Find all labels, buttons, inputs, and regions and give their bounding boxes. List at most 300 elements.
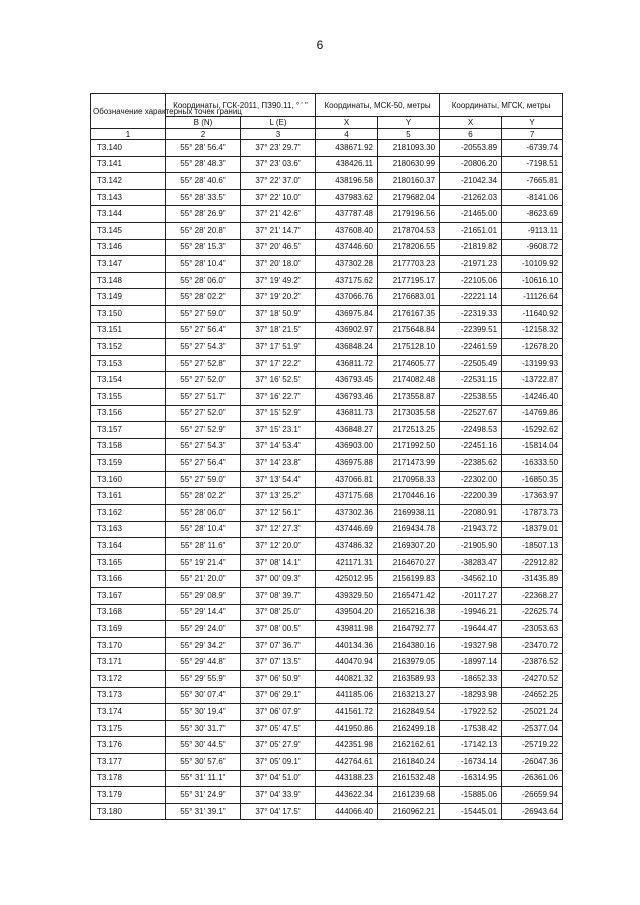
longitude-cell: 37° 15' 23.1" xyxy=(241,422,316,439)
mgsk-x-cell: -18652.33 xyxy=(440,671,502,688)
longitude-cell: 37° 00' 09.3" xyxy=(241,571,316,588)
longitude-cell: 37° 04' 51.0" xyxy=(241,770,316,787)
msk-y-cell: 2164670.27 xyxy=(378,554,440,571)
longitude-cell: 37° 20' 46.5" xyxy=(241,239,316,256)
mgsk-y-cell: -22368.27 xyxy=(502,588,563,605)
msk-y-cell: 2169307.20 xyxy=(378,538,440,555)
longitude-cell: 37° 06' 50.9" xyxy=(241,671,316,688)
longitude-cell: 37° 23' 03.6" xyxy=(241,156,316,173)
column-number: 2 xyxy=(166,129,241,140)
table-row xyxy=(91,438,563,455)
mgsk-x-cell: -38283.47 xyxy=(440,554,502,571)
table-row xyxy=(91,206,563,223)
msk-y-cell: 2175128.10 xyxy=(378,339,440,356)
table-row xyxy=(91,339,563,356)
mgsk-y-cell: -26047.36 xyxy=(502,753,563,770)
latitude-cell: 55° 30' 19.4" xyxy=(166,704,241,721)
mgsk-y-cell: -10616.10 xyxy=(502,272,563,289)
msk-x-cell: 436902.97 xyxy=(316,322,378,339)
column-number: 4 xyxy=(316,129,378,140)
mgsk-y-cell: -13199.93 xyxy=(502,355,563,372)
column-number: 7 xyxy=(502,129,563,140)
msk-y-cell: 2178704.53 xyxy=(378,222,440,239)
mgsk-x-cell: -22538.55 xyxy=(440,388,502,405)
mgsk-x-cell: -19946.21 xyxy=(440,604,502,621)
latitude-cell: 55° 27' 52.0" xyxy=(166,372,241,389)
point-name: Т3.179 xyxy=(91,787,166,804)
point-name: Т3.168 xyxy=(91,604,166,621)
column-number: 3 xyxy=(241,129,316,140)
mgsk-x-cell: -22505.49 xyxy=(440,355,502,372)
mgsk-y-cell: -11640.92 xyxy=(502,305,563,322)
msk-y-cell: 2172513.25 xyxy=(378,422,440,439)
mgsk-y-cell: -7198.51 xyxy=(502,156,563,173)
point-name: Т3.140 xyxy=(91,140,166,157)
msk-x-cell: 439811.98 xyxy=(316,621,378,638)
msk-y-cell: 2164380.16 xyxy=(378,637,440,654)
mgsk-x-cell: -21651.01 xyxy=(440,222,502,239)
table-row xyxy=(91,140,563,157)
column-number: 6 xyxy=(440,129,502,140)
msk-y-cell: 2169938.11 xyxy=(378,505,440,522)
table-row xyxy=(91,222,563,239)
latitude-cell: 55° 29' 08.9" xyxy=(166,588,241,605)
mgsk-x-cell: -22531.15 xyxy=(440,372,502,389)
msk-x-cell: 437175.68 xyxy=(316,488,378,505)
point-name: Т3.148 xyxy=(91,272,166,289)
msk-x-cell: 437446.69 xyxy=(316,521,378,538)
longitude-cell: 37° 22' 37.0" xyxy=(241,173,316,190)
point-name: Т3.162 xyxy=(91,505,166,522)
latitude-cell: 55° 19' 21.4" xyxy=(166,554,241,571)
mgsk-y-cell: -23053.63 xyxy=(502,621,563,638)
point-name: Т3.166 xyxy=(91,571,166,588)
longitude-cell: 37° 05' 09.1" xyxy=(241,753,316,770)
longitude-cell: 37° 08' 00.5" xyxy=(241,621,316,638)
mgsk-y-cell: -22912.82 xyxy=(502,554,563,571)
longitude-cell: 37° 05' 27.9" xyxy=(241,737,316,754)
longitude-cell: 37° 14' 23.8" xyxy=(241,455,316,472)
longitude-cell: 37° 12' 27.3" xyxy=(241,521,316,538)
latitude-cell: 55° 28' 56.4" xyxy=(166,140,241,157)
longitude-cell: 37° 04' 17.5" xyxy=(241,803,316,820)
latitude-cell: 55° 31' 39.1" xyxy=(166,803,241,820)
table-row xyxy=(91,455,563,472)
msk-x-cell: 436975.88 xyxy=(316,455,378,472)
table-row xyxy=(91,671,563,688)
page-number: 6 xyxy=(316,38,324,52)
point-name: Т3.180 xyxy=(91,803,166,820)
table-row xyxy=(91,322,563,339)
latitude-cell: 55° 27' 54.3" xyxy=(166,438,241,455)
point-name: Т3.157 xyxy=(91,422,166,439)
longitude-cell: 37° 14' 53.4" xyxy=(241,438,316,455)
longitude-cell: 37° 08' 39.7" xyxy=(241,588,316,605)
mgsk-x-cell: -18997.14 xyxy=(440,654,502,671)
mgsk-y-cell: -14769.86 xyxy=(502,405,563,422)
mgsk-y-cell: -6739.74 xyxy=(502,140,563,157)
table-row xyxy=(91,405,563,422)
longitude-cell: 37° 22' 10.0" xyxy=(241,189,316,206)
point-name: Т3.141 xyxy=(91,156,166,173)
latitude-cell: 55° 30' 31.7" xyxy=(166,720,241,737)
msk-y-cell: 2163213.27 xyxy=(378,687,440,704)
msk-y-cell: 2171992.50 xyxy=(378,438,440,455)
msk-y-cell: 2156199.83 xyxy=(378,571,440,588)
longitude-cell: 37° 07' 36.7" xyxy=(241,637,316,654)
table-row xyxy=(91,521,563,538)
table-row xyxy=(91,737,563,754)
mgsk-y-cell: -17363.97 xyxy=(502,488,563,505)
msk-x-cell: 443188.23 xyxy=(316,770,378,787)
mgsk-y-cell: -9113.11 xyxy=(502,222,563,239)
table-row xyxy=(91,687,563,704)
mgsk-y-cell: -24270.52 xyxy=(502,671,563,688)
latitude-cell: 55° 27' 56.4" xyxy=(166,322,241,339)
mgsk-y-cell: -11126.64 xyxy=(502,289,563,306)
msk-x-cell: 437787.48 xyxy=(316,206,378,223)
mgsk-x-cell: -20117.27 xyxy=(440,588,502,605)
mgsk-x-cell: -21262.03 xyxy=(440,189,502,206)
mgsk-x-cell: -34562.10 xyxy=(440,571,502,588)
table-row xyxy=(91,621,563,638)
msk-y-cell: 2162849.54 xyxy=(378,704,440,721)
mgsk-x-cell: -18293.98 xyxy=(440,687,502,704)
longitude-cell: 37° 05' 47.5" xyxy=(241,720,316,737)
mgsk-x-cell: -22105.06 xyxy=(440,272,502,289)
point-name: Т3.170 xyxy=(91,637,166,654)
point-name: Т3.160 xyxy=(91,471,166,488)
msk-x-cell: 440134.36 xyxy=(316,637,378,654)
mgsk-y-cell: -24652.25 xyxy=(502,687,563,704)
point-name: Т3.152 xyxy=(91,339,166,356)
msk-x-cell: 438196.58 xyxy=(316,173,378,190)
mgsk-x-cell: -21819.82 xyxy=(440,239,502,256)
latitude-cell: 55° 29' 34.2" xyxy=(166,637,241,654)
table-row xyxy=(91,604,563,621)
longitude-cell: 37° 13' 25.2" xyxy=(241,488,316,505)
latitude-cell: 55° 29' 14.4" xyxy=(166,604,241,621)
table-row xyxy=(91,156,563,173)
table-header xyxy=(91,94,563,140)
table-row xyxy=(91,173,563,190)
mgsk-x-cell: -22385.62 xyxy=(440,455,502,472)
table-row xyxy=(91,654,563,671)
mgsk-x-cell: -21971.23 xyxy=(440,256,502,273)
longitude-cell: 37° 18' 50.9" xyxy=(241,305,316,322)
latitude-cell: 55° 29' 24.0" xyxy=(166,621,241,638)
msk-y-cell: 2176167.35 xyxy=(378,305,440,322)
msk-x-cell: 437302.36 xyxy=(316,505,378,522)
latitude-cell: 55° 28' 02.2" xyxy=(166,488,241,505)
mgsk-y-cell: -13722.87 xyxy=(502,372,563,389)
point-name: Т3.163 xyxy=(91,521,166,538)
msk-y-cell: 2180630.99 xyxy=(378,156,440,173)
table-row xyxy=(91,372,563,389)
table-row xyxy=(91,720,563,737)
mgsk-x-cell: -21465.00 xyxy=(440,206,502,223)
header-msk: Координаты, МСК-50, метры xyxy=(316,94,440,117)
table-row xyxy=(91,305,563,322)
latitude-cell: 55° 28' 06.0" xyxy=(166,505,241,522)
mgsk-x-cell: -16314.95 xyxy=(440,770,502,787)
msk-y-cell: 2178206.55 xyxy=(378,239,440,256)
point-name: Т3.171 xyxy=(91,654,166,671)
msk-y-cell: 2170958.33 xyxy=(378,471,440,488)
column-number: 5 xyxy=(378,129,440,140)
table-row xyxy=(91,488,563,505)
mgsk-x-cell: -20553.89 xyxy=(440,140,502,157)
longitude-cell: 37° 16' 22.7" xyxy=(241,388,316,405)
point-name: Т3.153 xyxy=(91,355,166,372)
header-sub: B (N) xyxy=(166,117,241,129)
table-row xyxy=(91,770,563,787)
msk-x-cell: 441185.06 xyxy=(316,687,378,704)
mgsk-y-cell: -25377.04 xyxy=(502,720,563,737)
point-name: Т3.147 xyxy=(91,256,166,273)
latitude-cell: 55° 27' 54.3" xyxy=(166,339,241,356)
mgsk-x-cell: -15445.01 xyxy=(440,803,502,820)
table-row xyxy=(91,239,563,256)
latitude-cell: 55° 29' 44.8" xyxy=(166,654,241,671)
msk-y-cell: 2177195.17 xyxy=(378,272,440,289)
mgsk-x-cell: -17538.42 xyxy=(440,720,502,737)
msk-x-cell: 439504.20 xyxy=(316,604,378,621)
longitude-cell: 37° 06' 07.9" xyxy=(241,704,316,721)
msk-x-cell: 421171.31 xyxy=(316,554,378,571)
mgsk-y-cell: -16333.50 xyxy=(502,455,563,472)
table-row xyxy=(91,787,563,804)
mgsk-x-cell: -21905.90 xyxy=(440,538,502,555)
mgsk-y-cell: -31435.89 xyxy=(502,571,563,588)
latitude-cell: 55° 27' 52.9" xyxy=(166,422,241,439)
mgsk-x-cell: -22200.39 xyxy=(440,488,502,505)
point-name: Т3.154 xyxy=(91,372,166,389)
msk-x-cell: 436848.24 xyxy=(316,339,378,356)
msk-y-cell: 2181093.30 xyxy=(378,140,440,157)
header-sub: Y xyxy=(502,117,563,129)
latitude-cell: 55° 27' 51.7" xyxy=(166,388,241,405)
latitude-cell: 55° 27' 59.0" xyxy=(166,471,241,488)
msk-x-cell: 440470.94 xyxy=(316,654,378,671)
mgsk-y-cell: -17873.73 xyxy=(502,505,563,522)
msk-x-cell: 436848.27 xyxy=(316,422,378,439)
longitude-cell: 37° 17' 22.2" xyxy=(241,355,316,372)
msk-y-cell: 2179196.56 xyxy=(378,206,440,223)
table-row xyxy=(91,753,563,770)
table-row xyxy=(91,505,563,522)
msk-y-cell: 2176683.01 xyxy=(378,289,440,306)
msk-x-cell: 437175.62 xyxy=(316,272,378,289)
point-name: Т3.159 xyxy=(91,455,166,472)
table-row xyxy=(91,588,563,605)
msk-y-cell: 2165471.42 xyxy=(378,588,440,605)
point-name: Т3.161 xyxy=(91,488,166,505)
mgsk-y-cell: -9608.72 xyxy=(502,239,563,256)
latitude-cell: 55° 28' 10.4" xyxy=(166,521,241,538)
point-name: Т3.177 xyxy=(91,753,166,770)
mgsk-x-cell: -21943.72 xyxy=(440,521,502,538)
mgsk-y-cell: -23876.52 xyxy=(502,654,563,671)
msk-x-cell: 436793.46 xyxy=(316,388,378,405)
latitude-cell: 55° 28' 33.5" xyxy=(166,189,241,206)
table-row xyxy=(91,471,563,488)
mgsk-x-cell: -19644.47 xyxy=(440,621,502,638)
table-row xyxy=(91,272,563,289)
mgsk-x-cell: -17922.52 xyxy=(440,704,502,721)
point-name: Т3.176 xyxy=(91,737,166,754)
msk-y-cell: 2162162.61 xyxy=(378,737,440,754)
point-name: Т3.167 xyxy=(91,588,166,605)
msk-x-cell: 425012.95 xyxy=(316,571,378,588)
header-sub: X xyxy=(440,117,502,129)
msk-x-cell: 443622.34 xyxy=(316,787,378,804)
header-sub: Y xyxy=(378,117,440,129)
mgsk-y-cell: -15814.04 xyxy=(502,438,563,455)
mgsk-x-cell: -20806.20 xyxy=(440,156,502,173)
point-name: Т3.156 xyxy=(91,405,166,422)
mgsk-y-cell: -7665.81 xyxy=(502,173,563,190)
msk-x-cell: 437486.32 xyxy=(316,538,378,555)
latitude-cell: 55° 27' 59.0" xyxy=(166,305,241,322)
mgsk-y-cell: -26659.94 xyxy=(502,787,563,804)
mgsk-x-cell: -22319.33 xyxy=(440,305,502,322)
mgsk-y-cell: -25719.22 xyxy=(502,737,563,754)
table-row xyxy=(91,571,563,588)
mgsk-y-cell: -12678.20 xyxy=(502,339,563,356)
longitude-cell: 37° 08' 14.1" xyxy=(241,554,316,571)
msk-x-cell: 437302.28 xyxy=(316,256,378,273)
longitude-cell: 37° 21' 14.7" xyxy=(241,222,316,239)
latitude-cell: 55° 31' 24.9" xyxy=(166,787,241,804)
latitude-cell: 55° 27' 52.8" xyxy=(166,355,241,372)
msk-x-cell: 437066.76 xyxy=(316,289,378,306)
latitude-cell: 55° 30' 44.5" xyxy=(166,737,241,754)
msk-y-cell: 2160962.21 xyxy=(378,803,440,820)
msk-x-cell: 438671.92 xyxy=(316,140,378,157)
point-name: Т3.142 xyxy=(91,173,166,190)
msk-y-cell: 2161239.68 xyxy=(378,787,440,804)
msk-y-cell: 2180160.37 xyxy=(378,173,440,190)
mgsk-y-cell: -12158.32 xyxy=(502,322,563,339)
point-name: Т3.165 xyxy=(91,554,166,571)
mgsk-x-cell: -22527.67 xyxy=(440,405,502,422)
point-name: Т3.175 xyxy=(91,720,166,737)
msk-x-cell: 440821.32 xyxy=(316,671,378,688)
mgsk-y-cell: -8623.69 xyxy=(502,206,563,223)
latitude-cell: 55° 21' 20.0" xyxy=(166,571,241,588)
longitude-cell: 37° 04' 33.9" xyxy=(241,787,316,804)
latitude-cell: 55° 30' 57.6" xyxy=(166,753,241,770)
mgsk-y-cell: -8141.06 xyxy=(502,189,563,206)
mgsk-x-cell: -22221.14 xyxy=(440,289,502,306)
msk-x-cell: 439329.50 xyxy=(316,588,378,605)
latitude-cell: 55° 28' 11.6" xyxy=(166,538,241,555)
point-name: Т3.150 xyxy=(91,305,166,322)
msk-x-cell: 437983.62 xyxy=(316,189,378,206)
longitude-cell: 37° 16' 52.5" xyxy=(241,372,316,389)
longitude-cell: 37° 08' 25.0" xyxy=(241,604,316,621)
longitude-cell: 37° 21' 42.6" xyxy=(241,206,316,223)
mgsk-y-cell: -22625.74 xyxy=(502,604,563,621)
longitude-cell: 37° 07' 13.5" xyxy=(241,654,316,671)
header-mgsk: Координаты, МГСК, метры xyxy=(440,94,563,117)
msk-y-cell: 2161840.24 xyxy=(378,753,440,770)
longitude-cell: 37° 12' 56.1" xyxy=(241,505,316,522)
msk-y-cell: 2169434.78 xyxy=(378,521,440,538)
mgsk-x-cell: -22498.53 xyxy=(440,422,502,439)
point-name: Т3.146 xyxy=(91,239,166,256)
msk-y-cell: 2170446.16 xyxy=(378,488,440,505)
longitude-cell: 37° 15' 52.9" xyxy=(241,405,316,422)
table-row xyxy=(91,355,563,372)
table-row xyxy=(91,704,563,721)
msk-y-cell: 2171473.99 xyxy=(378,455,440,472)
mgsk-y-cell: -10109.92 xyxy=(502,256,563,273)
column-number: 1 xyxy=(91,129,166,140)
msk-x-cell: 437066.81 xyxy=(316,471,378,488)
latitude-cell: 55° 28' 20.8" xyxy=(166,222,241,239)
header-sub: L (E) xyxy=(241,117,316,129)
mgsk-y-cell: -18379.01 xyxy=(502,521,563,538)
table-row xyxy=(91,256,563,273)
table-row xyxy=(91,388,563,405)
mgsk-x-cell: -21042.34 xyxy=(440,173,502,190)
table-row xyxy=(91,189,563,206)
latitude-cell: 55° 28' 48.3" xyxy=(166,156,241,173)
point-name: Т3.158 xyxy=(91,438,166,455)
msk-y-cell: 2174082.48 xyxy=(378,372,440,389)
msk-x-cell: 444066.40 xyxy=(316,803,378,820)
latitude-cell: 55° 28' 06.0" xyxy=(166,272,241,289)
table-row xyxy=(91,289,563,306)
mgsk-y-cell: -14246.40 xyxy=(502,388,563,405)
mgsk-x-cell: -22451.16 xyxy=(440,438,502,455)
mgsk-x-cell: -22080.91 xyxy=(440,505,502,522)
longitude-cell: 37° 19' 20.2" xyxy=(241,289,316,306)
msk-y-cell: 2173035.58 xyxy=(378,405,440,422)
mgsk-x-cell: -15885.06 xyxy=(440,787,502,804)
point-name: Т3.149 xyxy=(91,289,166,306)
msk-y-cell: 2175648.84 xyxy=(378,322,440,339)
msk-x-cell: 437608.40 xyxy=(316,222,378,239)
point-name: Т3.144 xyxy=(91,206,166,223)
mgsk-y-cell: -16850.35 xyxy=(502,471,563,488)
mgsk-x-cell: -22461.59 xyxy=(440,339,502,356)
table-row xyxy=(91,422,563,439)
msk-y-cell: 2177703.23 xyxy=(378,256,440,273)
coordinates-table xyxy=(90,93,563,820)
point-name: Т3.178 xyxy=(91,770,166,787)
msk-y-cell: 2165216.38 xyxy=(378,604,440,621)
latitude-cell: 55° 30' 07.4" xyxy=(166,687,241,704)
longitude-cell: 37° 19' 49.2" xyxy=(241,272,316,289)
msk-y-cell: 2162499.18 xyxy=(378,720,440,737)
point-name: Т3.172 xyxy=(91,671,166,688)
latitude-cell: 55° 27' 52.0" xyxy=(166,405,241,422)
point-name: Т3.145 xyxy=(91,222,166,239)
msk-y-cell: 2163589.93 xyxy=(378,671,440,688)
latitude-cell: 55° 29' 55.9" xyxy=(166,671,241,688)
msk-x-cell: 436811.72 xyxy=(316,355,378,372)
msk-x-cell: 436793.45 xyxy=(316,372,378,389)
msk-x-cell: 437446.60 xyxy=(316,239,378,256)
longitude-cell: 37° 12' 20.0" xyxy=(241,538,316,555)
header-gsk: Координаты, ГСК-2011, ПЗ90.11, ° ' " xyxy=(166,94,316,117)
msk-x-cell: 442351.98 xyxy=(316,737,378,754)
point-name: Т3.173 xyxy=(91,687,166,704)
header-point-name: Обозначение характерных точек границ xyxy=(91,94,166,129)
